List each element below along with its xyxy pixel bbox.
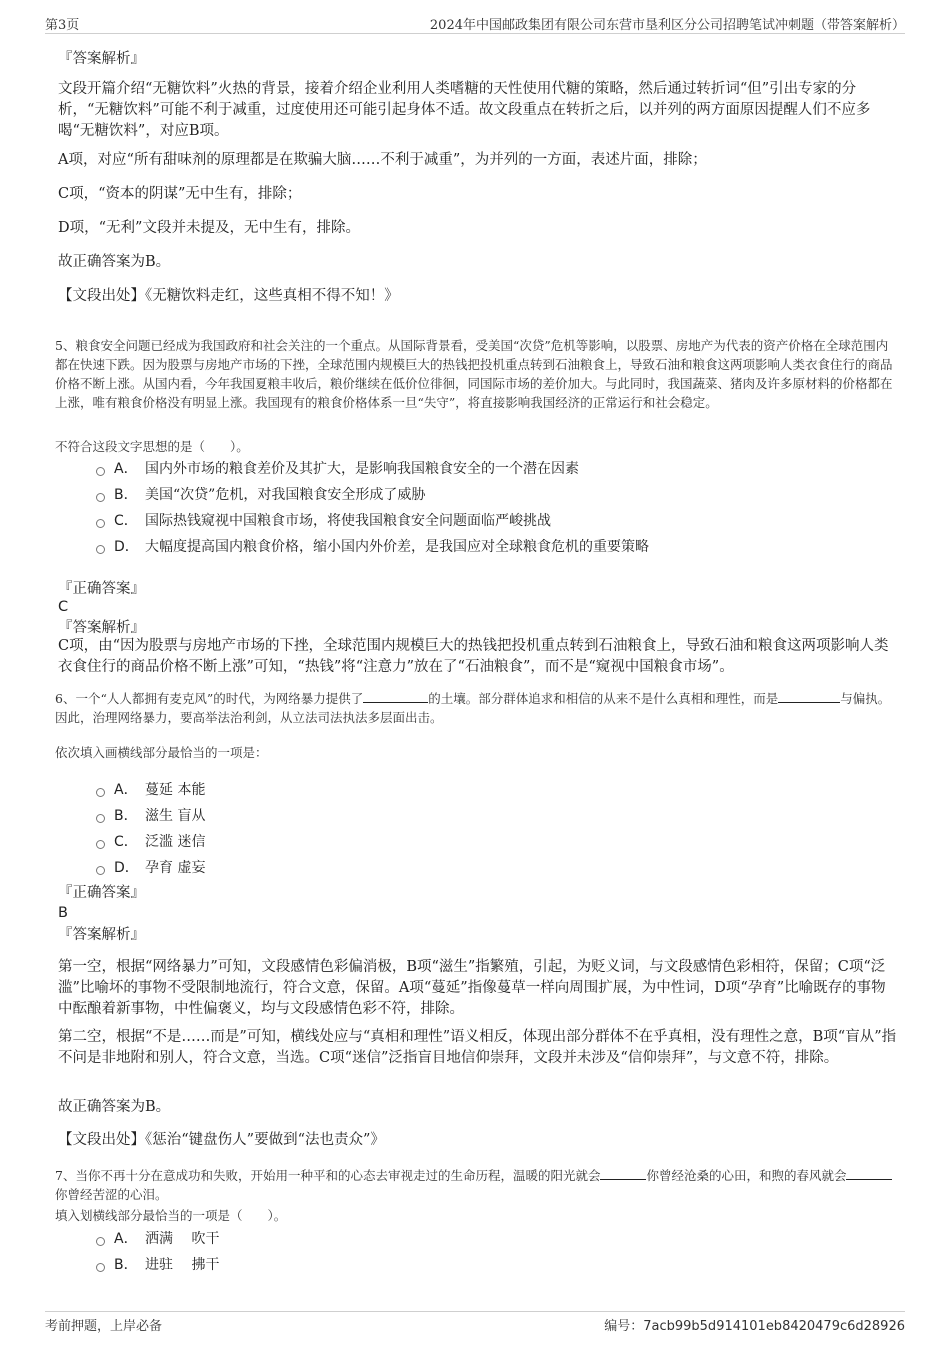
analysis-paragraph: 第一空，根据“网络暴力”可知，文段感情色彩偏消极，B项“滋生”指繁殖，引起，为贬义词，与文段感情色彩相符，保留；C项“泛滥”比喻坏的事物不受限制地流行，符合文意，保留。A项“蔓延”指像蔓草一样向周围扩展，为中性词，D项“孕育”比喻既存的事物中酝酿着新事物，中性偏褒义，均与文段感情色彩不符，排除。	[58, 959, 886, 1017]
question-stem	[55, 1166, 900, 1204]
option-letter: A．	[114, 782, 138, 798]
stem-text: 你曾经沧桑的心田，和煦的春风就会	[646, 1168, 847, 1183]
option-letter: D．	[114, 539, 139, 555]
question-stem: 5、粮食安全问题已经成为我国政府和社会关注的一个重点。从国际背景看，受美国“次贷”危机等影响，以股票、房地产为代表的资产价格在全球范围内都在快速下跌。因为股票与房地产市场的下挫，全球范围内规模巨大的热钱把投机重点转到石油粮食上，导致石油和粮食这两项影响人类衣食住行的商品价格不断上涨。从国内看，今年我国夏粮丰收后，粮价继续在低价位徘徊，同国际市场的差价加大。与此同时，我国蔬菜、猪肉及许多原材料的价格都在上涨，唯有粮食价格没有明显上涨。我国现有的粮食价格体系一旦“失守”，将直接影响我国经济的正常运行和社会稳定。	[55, 338, 893, 410]
stem-text: 的土壤。部分群体追求和相信的从来不是什么真相和理性，而是	[428, 691, 779, 706]
radio-icon[interactable]	[96, 788, 105, 797]
correct-answer: C	[58, 599, 69, 615]
analysis-label: 『答案解析』	[58, 620, 145, 636]
radio-icon[interactable]	[96, 814, 105, 823]
question-stem	[55, 689, 900, 727]
option-letter: A．	[114, 1231, 138, 1247]
question-prompt: 填入划横线部分最恰当的一项是（ ）。	[55, 1208, 287, 1223]
conclusion: 故正确答案为B。	[58, 254, 171, 270]
stem-text: 7、当你不再十分在意成功和失败，开始用一种平和的心态去审视走过的生命历程，温暖的阳光就会	[55, 1168, 601, 1183]
option-text: 滋生 盲从	[145, 808, 206, 824]
header-divider	[45, 33, 905, 34]
question-prompt: 不符合这段文字思想的是（ ）。	[55, 439, 249, 454]
radio-icon[interactable]	[96, 467, 105, 476]
document-title: 2024年中国邮政集团有限公司东营市垦利区分公司招聘笔试冲刺题（带答案解析）	[429, 18, 905, 33]
option-a[interactable]	[96, 457, 579, 479]
radio-icon[interactable]	[96, 866, 105, 875]
stem-text: 与偏执。因此，治理网络暴力，要高举法治利剑，从立法司法执法多层面出击。	[55, 691, 891, 725]
radio-icon[interactable]	[96, 519, 105, 528]
option-c[interactable]	[96, 830, 205, 852]
serial-number: 7acb99b5d914101eb8420479c6d28926	[643, 1319, 905, 1334]
option-a[interactable]	[96, 778, 205, 800]
option-letter: B．	[114, 808, 138, 824]
analysis-option-c: C项，“资本的阴谋”无中生有，排除；	[58, 186, 302, 202]
analysis-paragraph: 第二空，根据“不是……而是”可知，横线处应与“真相和理性”语义相反，体现出部分群体不在乎真相，没有理性之意，B项“盲从”指不问是非地附和别人，符合文意，当选。C项“迷信”泛指盲目地信仰崇拜，文段并未涉及“信仰崇拜”，与文意不符，排除。	[58, 1029, 897, 1066]
analysis-paragraph: 文段开篇介绍“无糖饮料”火热的背景，接着介绍企业利用人类嗜糖的天性使用代糖的策略，然后通过转折词“但”引出专家的分析，“无糖饮料”可能不利于减重，过度使用还可能引起身体不适。故文段重点在转折之后，以并列的两方面原因提醒人们不应多喝“无糖饮料”，对应B项。	[58, 81, 871, 139]
page-number: 第3页	[45, 18, 80, 33]
radio-icon[interactable]	[96, 1237, 105, 1246]
radio-icon[interactable]	[96, 1263, 105, 1272]
stem-text: 6、一个“人人都拥有麦克风”的时代，为网络暴力提供了	[55, 691, 364, 706]
option-text: 洒满 吹干	[145, 1231, 220, 1247]
option-b[interactable]	[96, 483, 425, 505]
serial-label: 编号：	[604, 1319, 644, 1334]
option-letter: B．	[114, 1257, 138, 1273]
option-letter: C．	[114, 513, 138, 529]
correct-answer: B	[58, 905, 68, 921]
option-b[interactable]	[96, 804, 205, 826]
option-text: 美国“次贷”危机，对我国粮食安全形成了威胁	[145, 487, 426, 503]
option-a[interactable]	[96, 1227, 219, 1249]
analysis-paragraph: C项，由“因为股票与房地产市场的下挫，全球范围内规模巨大的热钱把投机重点转到石油粮食上，导致石油和粮食这两项影响人类衣食住行的商品价格不断上涨”可知，“热钱”将“注意力”放在了“石油粮食”，而不是“窥视中国粮食市场”。	[58, 638, 889, 675]
source-citation: 【文段出处】《无糖饮料走红，这些真相不得不知！》	[58, 288, 399, 304]
option-text: 孕育 虚妄	[145, 860, 206, 876]
option-letter: A．	[114, 461, 138, 477]
radio-icon[interactable]	[96, 545, 105, 554]
footer-divider	[45, 1311, 905, 1312]
footer-slogan: 考前押题，上岸必备	[45, 1319, 163, 1334]
radio-icon[interactable]	[96, 840, 105, 849]
footer-serial	[604, 1315, 905, 1334]
answer-label: 『正确答案』	[58, 885, 145, 901]
option-text: 蔓延 本能	[145, 782, 206, 798]
option-letter: B．	[114, 487, 138, 503]
option-text: 国际热钱窥视中国粮食市场，将使我国粮食安全问题面临严峻挑战	[145, 513, 551, 529]
option-c[interactable]	[96, 509, 551, 531]
option-d[interactable]	[96, 535, 649, 557]
option-d[interactable]	[96, 856, 205, 878]
analysis-option-a: A项，对应“所有甜味剂的原理都是在欺骗大脑……不利于减重”，为并列的一方面，表述片面，排除；	[58, 152, 707, 168]
radio-icon[interactable]	[96, 493, 105, 502]
analysis-option-d: D项，“无利”文段并未提及，无中生有，排除。	[58, 220, 360, 236]
fill-blank	[778, 690, 840, 703]
source-citation: 【文段出处】《惩治“键盘伤人”要做到“法也责众”》	[58, 1132, 385, 1148]
fill-blank	[600, 1167, 646, 1180]
option-text: 大幅度提高国内粮食价格，缩小国内外价差，是我国应对全球粮食危机的重要策略	[145, 539, 649, 555]
answer-label: 『正确答案』	[58, 581, 145, 597]
question-prompt: 依次填入画横线部分最恰当的一项是：	[55, 745, 268, 760]
fill-blank	[363, 690, 428, 703]
option-text: 国内外市场的粮食差价及其扩大，是影响我国粮食安全的一个潜在因素	[145, 461, 579, 477]
option-b[interactable]	[96, 1253, 219, 1275]
fill-blank	[846, 1167, 892, 1180]
conclusion: 故正确答案为B。	[58, 1099, 171, 1115]
analysis-label: 『答案解析』	[58, 927, 145, 943]
option-text: 进驻 拂干	[145, 1257, 220, 1273]
option-letter: D．	[114, 860, 139, 876]
option-text: 泛滥 迷信	[145, 834, 206, 850]
analysis-label: 『答案解析』	[58, 51, 145, 67]
stem-text: 你曾经苦涩的心泪。	[55, 1187, 168, 1202]
option-letter: C．	[114, 834, 138, 850]
